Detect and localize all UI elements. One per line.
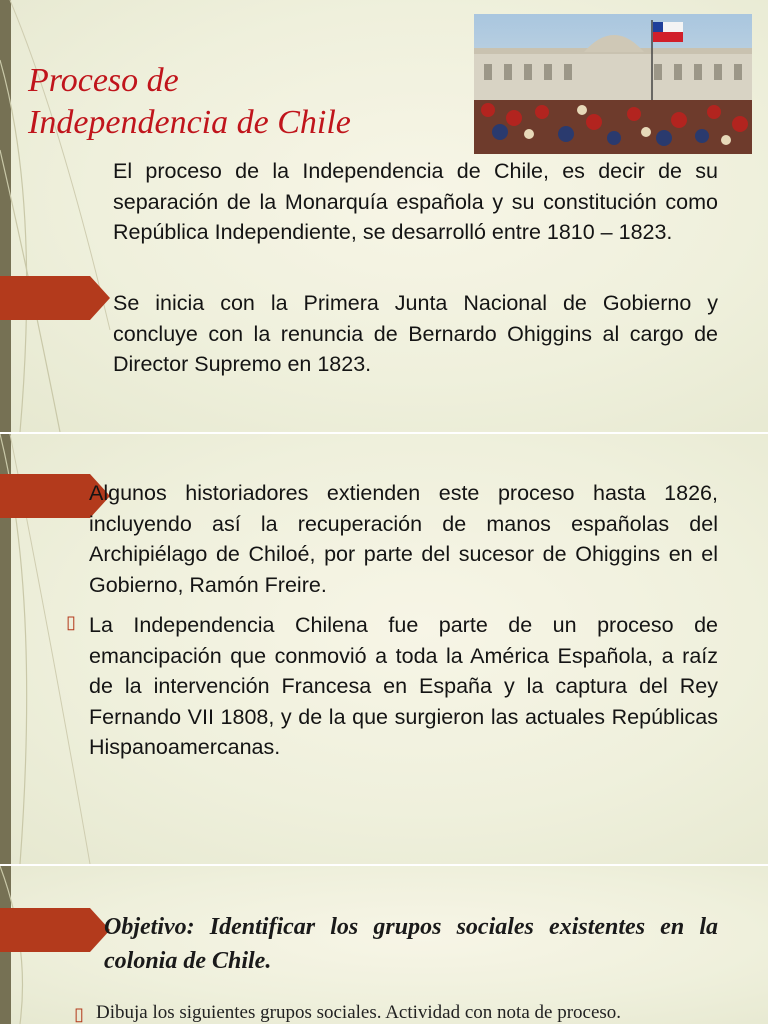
paragraph-intro: El proceso de la Independencia de Chile, es decir de su separación de la Monarquía española y su constitución como República Independiente, se desarrolló entre 1810 – 1823.: [113, 159, 718, 244]
paragraph-historians: Algunos historiadores extienden este proceso hasta 1826, incluyendo así la recuperación de manos españolas del Archipiélago de Chiloé, por parte del sucesor de Ohiggins en el Gobierno, Ramón Freire.: [89, 481, 718, 597]
paragraph-emancipation: La Independencia Chilena fue parte de un proceso de emancipación que conmovió a toda la América Española, a raíz de la intervención Francesa en España y la captura del Rey Fernando VII 1808, y de la que surgieron las actuales Repúblicas Hispanoamercanas.: [89, 613, 718, 759]
paragraph-start-end: Se inicia con la Primera Junta Nacional de Gobierno y concluye con la renuncia de Bernardo Ohiggins al cargo de Director Supremo en 1823.: [113, 291, 718, 376]
bullet-icon: ▯: [74, 1004, 84, 1024]
slide-3: [0, 866, 768, 1024]
title-line-2: Independencia de Chile: [28, 104, 351, 141]
slide-2: [0, 434, 768, 864]
red-arrow-tab: [0, 276, 110, 320]
task-text: Dibuja los siguientes grupos sociales. Actividad con nota de proceso.: [96, 1002, 622, 1023]
bullet-icon: ▯: [66, 612, 76, 632]
independence-painting: [474, 14, 752, 154]
title-line-1: Proceso de: [28, 62, 179, 99]
red-arrow-tab: [0, 908, 110, 952]
objective-text: Objetivo: Identificar los grupos sociales existentes en la colonia de Chile.: [104, 914, 718, 974]
slide-1: [0, 0, 768, 432]
slide-title: [28, 60, 351, 144]
